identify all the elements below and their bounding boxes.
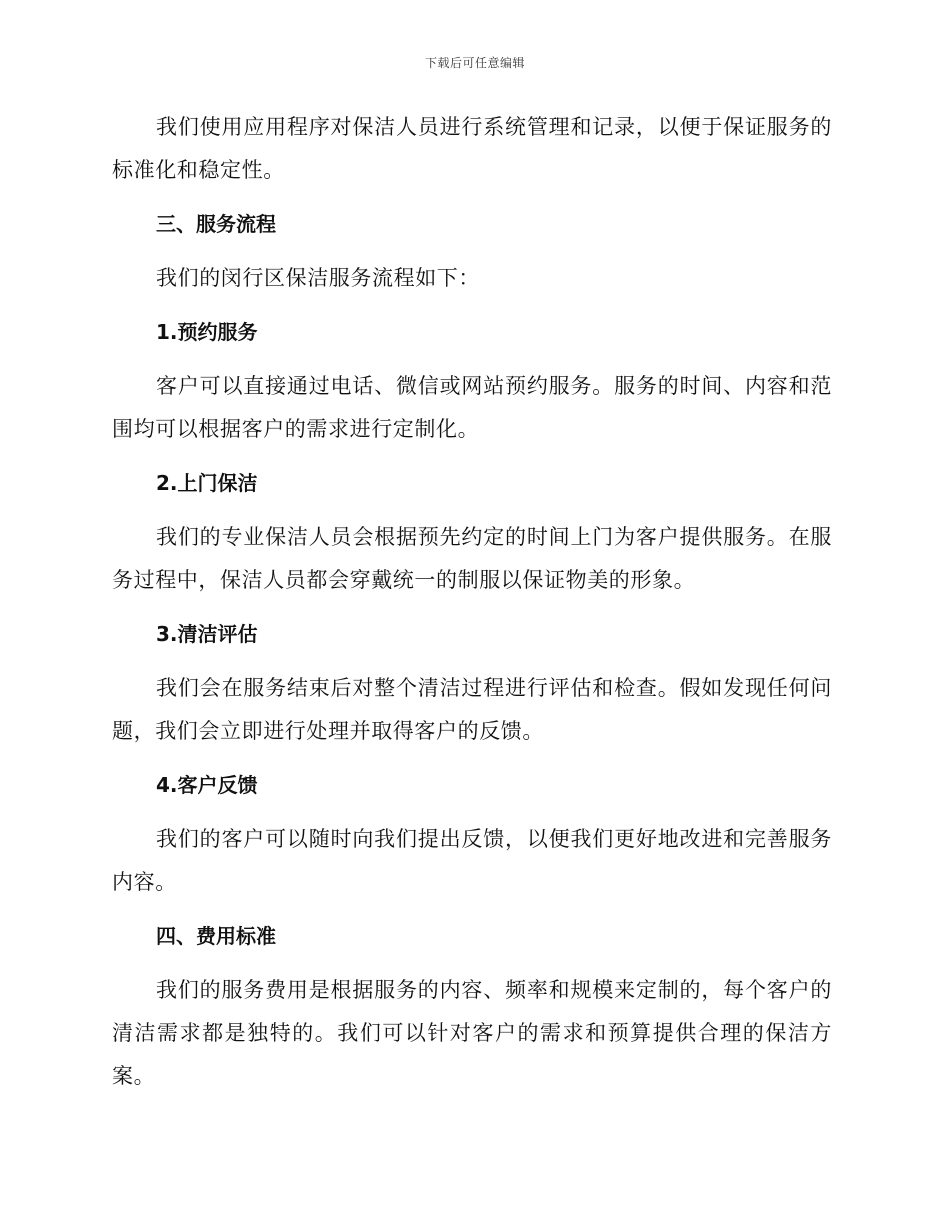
step-heading-onsite-cleaning: 2.上门保洁 <box>156 471 258 495</box>
paragraph-booking: 客户可以直接通过电话、微信或网站预约服务。服务的时间、内容和范围均可以根据客户的需求进行定制化。 <box>112 374 832 441</box>
paragraph-onsite-cleaning: 我们的专业保洁人员会根据预先约定的时间上门为客户提供服务。在服务过程中，保洁人员都会穿戴统一的制服以保证物美的形象。 <box>112 525 832 592</box>
paragraph-process-intro: 我们的闵行区保洁服务流程如下： <box>156 266 480 290</box>
paragraph-app-management: 我们使用应用程序对保洁人员进行系统管理和记录，以便于保证服务的标准化和稳定性。 <box>112 115 832 182</box>
page-header: 下载后可任意编辑 <box>424 56 525 70</box>
section-heading-service-process: 三、服务流程 <box>156 212 276 236</box>
section-heading-fee-standard: 四、费用标准 <box>156 924 276 948</box>
paragraph-customer-feedback: 我们的客户可以随时向我们提出反馈，以便我们更好地改进和完善服务内容。 <box>112 827 832 894</box>
paragraph-fee-standard: 我们的服务费用是根据服务的内容、频率和规模来定制的，每个客户的清洁需求都是独特的。我们可以针对客户的需求和预算提供合理的保洁方案。 <box>112 978 832 1088</box>
paragraph-cleaning-evaluation: 我们会在服务结束后对整个清洁过程进行评估和检查。假如发现任何问题，我们会立即进行处理并取得客户的反馈。 <box>112 676 832 743</box>
step-heading-customer-feedback: 4.客户反馈 <box>156 773 258 797</box>
step-heading-booking: 1.预约服务 <box>156 320 258 344</box>
document-body <box>112 106 832 1109</box>
step-heading-cleaning-evaluation: 3.清洁评估 <box>156 622 258 646</box>
